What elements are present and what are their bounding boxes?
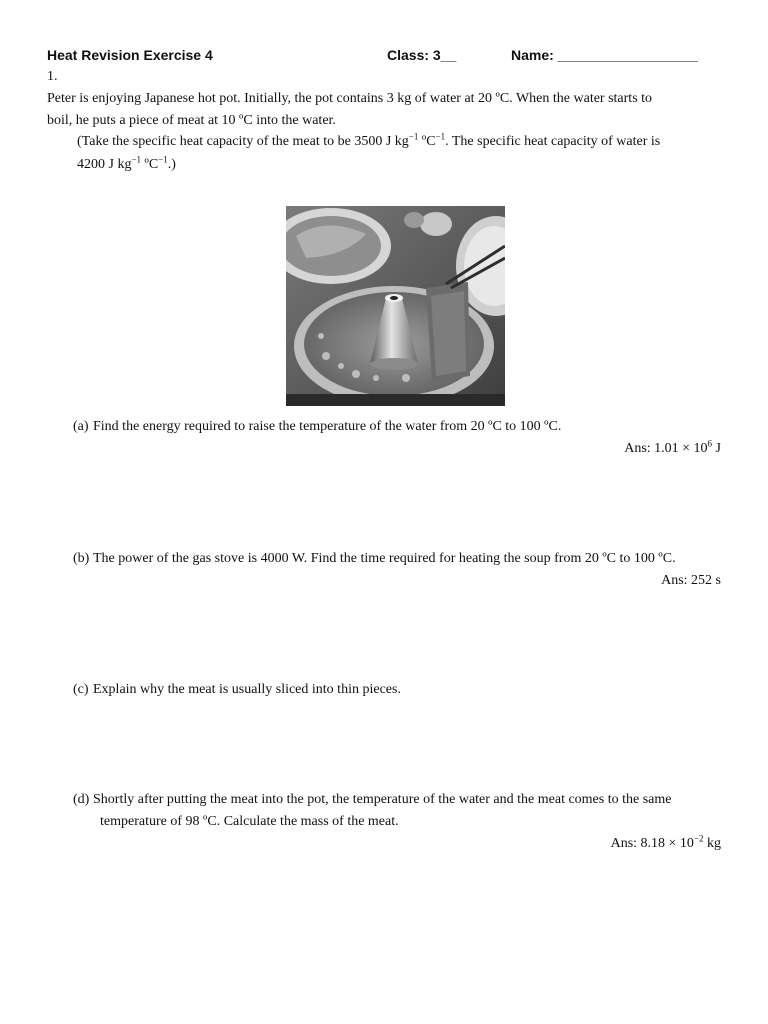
part-c-label: (c) [73,682,89,697]
part-b-question: The power of the gas stove is 4000 W. Find the time required for heating the soup from 20 ºC to 100 ºC. [93,551,676,566]
part-b-answer: Ans: 252 s [661,573,721,588]
part-a-question: Find the energy required to raise the temperature of the water from 20 ºC to 100 ºC. [93,419,562,434]
part-d-question-line1: Shortly after putting the meat into the pot, the temperature of the water and the meat comes to the same [93,792,672,807]
part-b-label: (b) [73,551,90,566]
given-data-line1: (Take the specific heat capacity of the meat to be 3500 J $kg^{-1}$ ºC$^{-1}$. The specific heat capacity of water is [77,131,661,149]
question-number: 1. [47,69,58,84]
name-label: Name: __________________ [511,47,698,63]
class-label: Class: 3__ [387,47,457,63]
question-intro-line1: Peter is enjoying Japanese hot pot. Initially, the pot contains 3 kg of water at 20 ºC. When the water starts to [47,91,653,106]
question-intro-line2: boil, he puts a piece of meat at 10 ºC into the water. [47,113,336,128]
part-d-question-line2: temperature of 98 ºC. Calculate the mass of the meat. [100,814,399,829]
part-a-answer: Ans: $1.01 \times 10^6$ J [624,438,721,456]
part-d-answer: Ans: $8.18 \times 10^{-2}$ kg [610,833,721,851]
given-data-line2: 4200 J $kg^{-1}$ ºC$^{-1}$.) [77,154,176,172]
part-d-label: (d) [73,792,90,807]
part-a-label: (a) [73,419,89,434]
hot-pot-photo [286,206,505,406]
part-c-question: Explain why the meat is usually sliced into thin pieces. [93,682,401,697]
worksheet-title: Heat Revision Exercise 4 [47,47,213,63]
